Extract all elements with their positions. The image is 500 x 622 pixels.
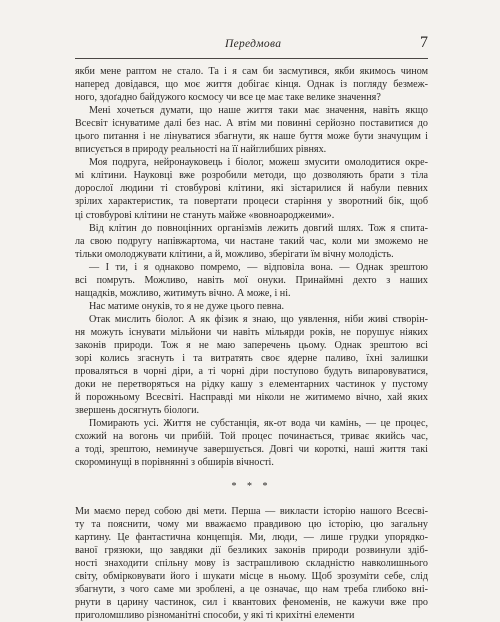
chapter-title: Передмова — [225, 38, 282, 50]
text-line: збагнути, з чого саме ми зроблені, а це означає, що нам треба глибоко вні- — [75, 583, 428, 595]
text-line: цього питання і не лінуватися збагнути, як наше буття може бути значущим і — [75, 131, 428, 143]
text-line: — І ти, і я однаково помремо, — відповіла вона. — Однак зрештою — [89, 261, 428, 273]
text-line: проваляться в чорні діри, а ті чорні діри поступово будуть випаровуватися, — [75, 366, 428, 378]
paragraph — [75, 300, 428, 313]
text-line: ла свою подругу напівжартома, чи настане такий час, коли ми зможемо не — [75, 235, 428, 247]
text-line: тільки омолоджувати клітини, а й, можливо, зберігати їм вічну молодість. — [75, 248, 394, 260]
text-line: ці стовбурові клітини не стануть майже «вовноароджеими». — [75, 209, 335, 221]
text-line: рнути в царину частинок, сил і квантових феноменів, не кажучи вже про — [75, 596, 428, 608]
text-line: ту та пояснити, чому ми вважаємо правдивою цю історію, цю загальну — [75, 518, 428, 530]
paragraph — [75, 417, 428, 469]
text-line: приголомшливо різноманітні способи, у які ті крихітні елементи — [75, 609, 355, 621]
text-line: Нас матиме онуків, то я не дуже цього певна. — [89, 300, 285, 312]
paragraph — [75, 313, 428, 417]
text-line: дорослої людини ті стовбурові клітини, які зістарилися й набули певних — [75, 183, 428, 195]
text-line: зорі колись згаснуть і та витратять своє ядерне паливо, їхні залишки — [75, 353, 428, 365]
running-header — [75, 30, 428, 59]
paragraph — [75, 104, 428, 156]
text-line: ного, здоґадно байдужого космосу чи все це має таке велике значення? — [75, 92, 381, 104]
text-line: Ми маємо перед собою дві мети. Перша — викласти історію нашого Всесві- — [75, 505, 428, 517]
text-line: й порожньому Всесвіті. Насправді ми ніколи не житимемо вічно, хай яких — [75, 392, 428, 404]
paragraph — [75, 222, 428, 261]
text-line: вписується в природу реальності на її найглибших рівнях. — [75, 144, 327, 156]
paragraph — [75, 156, 428, 221]
paragraph — [75, 505, 428, 622]
text-line: скороминущі в порівнянні з обширів вічності. — [75, 457, 274, 469]
text-line: якби мене раптом не стало. Та і я сам би засмутився, якби якимось чином — [75, 66, 428, 77]
paragraph — [75, 261, 428, 300]
text-line: схожий на вогонь чи прибій. Той процес починається, триває якийсь час, — [75, 431, 428, 443]
text-line: Мені хочеться думати, що наше життя таки має значення, навіть якщо — [89, 105, 428, 117]
text-line: Всесвіт існуватиме далі без нас. А втім ми повинні серйозно поставитися до — [75, 118, 428, 130]
text-line: звершень досягнуть біологи. — [75, 405, 200, 417]
text-line: нащадків, можливо, житимуть вічно. А може, і ні. — [75, 287, 291, 299]
text-line: Моя подруга, нейронауковець і біолог, можеш змусити омолодитися окре- — [89, 157, 428, 169]
section-separator: * * * — [231, 481, 272, 493]
text-line: Отак мислить біолог. А як фізик я знаю, що уявлення, ніби живі створін- — [89, 313, 428, 325]
text-line: законів природи. Тож я не маю заперечень цьому. Однак зрештою всі — [75, 339, 428, 351]
body-text — [75, 65, 428, 622]
text-line: доки не перетворяться на рідку кашу з елементарних частинок у пустому — [75, 379, 428, 391]
text-line: всі помруть. Можливо, навіть мої онуки. Принаймні дехто з наших — [75, 274, 428, 286]
text-line: ваної грязюки, що завдяки дії безликих законів природи розвинули здіб- — [75, 544, 428, 556]
text-line: картину. Це фантастична концепція. Ми, люди, — лише грудки упорядко- — [75, 531, 428, 543]
text-line: зрілих характеристик, та повертати процеси старіння у зворотний бік, щоб — [75, 196, 428, 208]
text-line: ності знаходити спільну мову із застрашливою складністю навколишнього — [75, 557, 428, 569]
text-line: ня можуть існувати мільйони чи навіть мільярди років, не порушує ніяких — [75, 326, 428, 338]
text-line: Від клітин до повноцінних організмів лежить довгий шлях. Тож я спита- — [89, 222, 428, 234]
text-line: світу, обмірковувати його і шукати місце в ньому. Щоб зрозуміти себе, слід — [75, 570, 428, 582]
text-line: наперед довідався, що моє життя добігає кінця. Однак із погляду безмеж- — [75, 79, 428, 91]
page-number: 7 — [420, 34, 428, 51]
text-line: мі клітини. Науковці вже розробили методи, що дозволяють брати з тіла — [75, 170, 428, 182]
text-line: Помирають усі. Життя не субстанція, як-от вода чи камінь, — це процес, — [89, 418, 428, 430]
paragraph — [75, 65, 428, 104]
text-line: а тоді, зрештою, неминуче завершується. Довгі чи короткі, наші життя такі — [75, 444, 428, 456]
